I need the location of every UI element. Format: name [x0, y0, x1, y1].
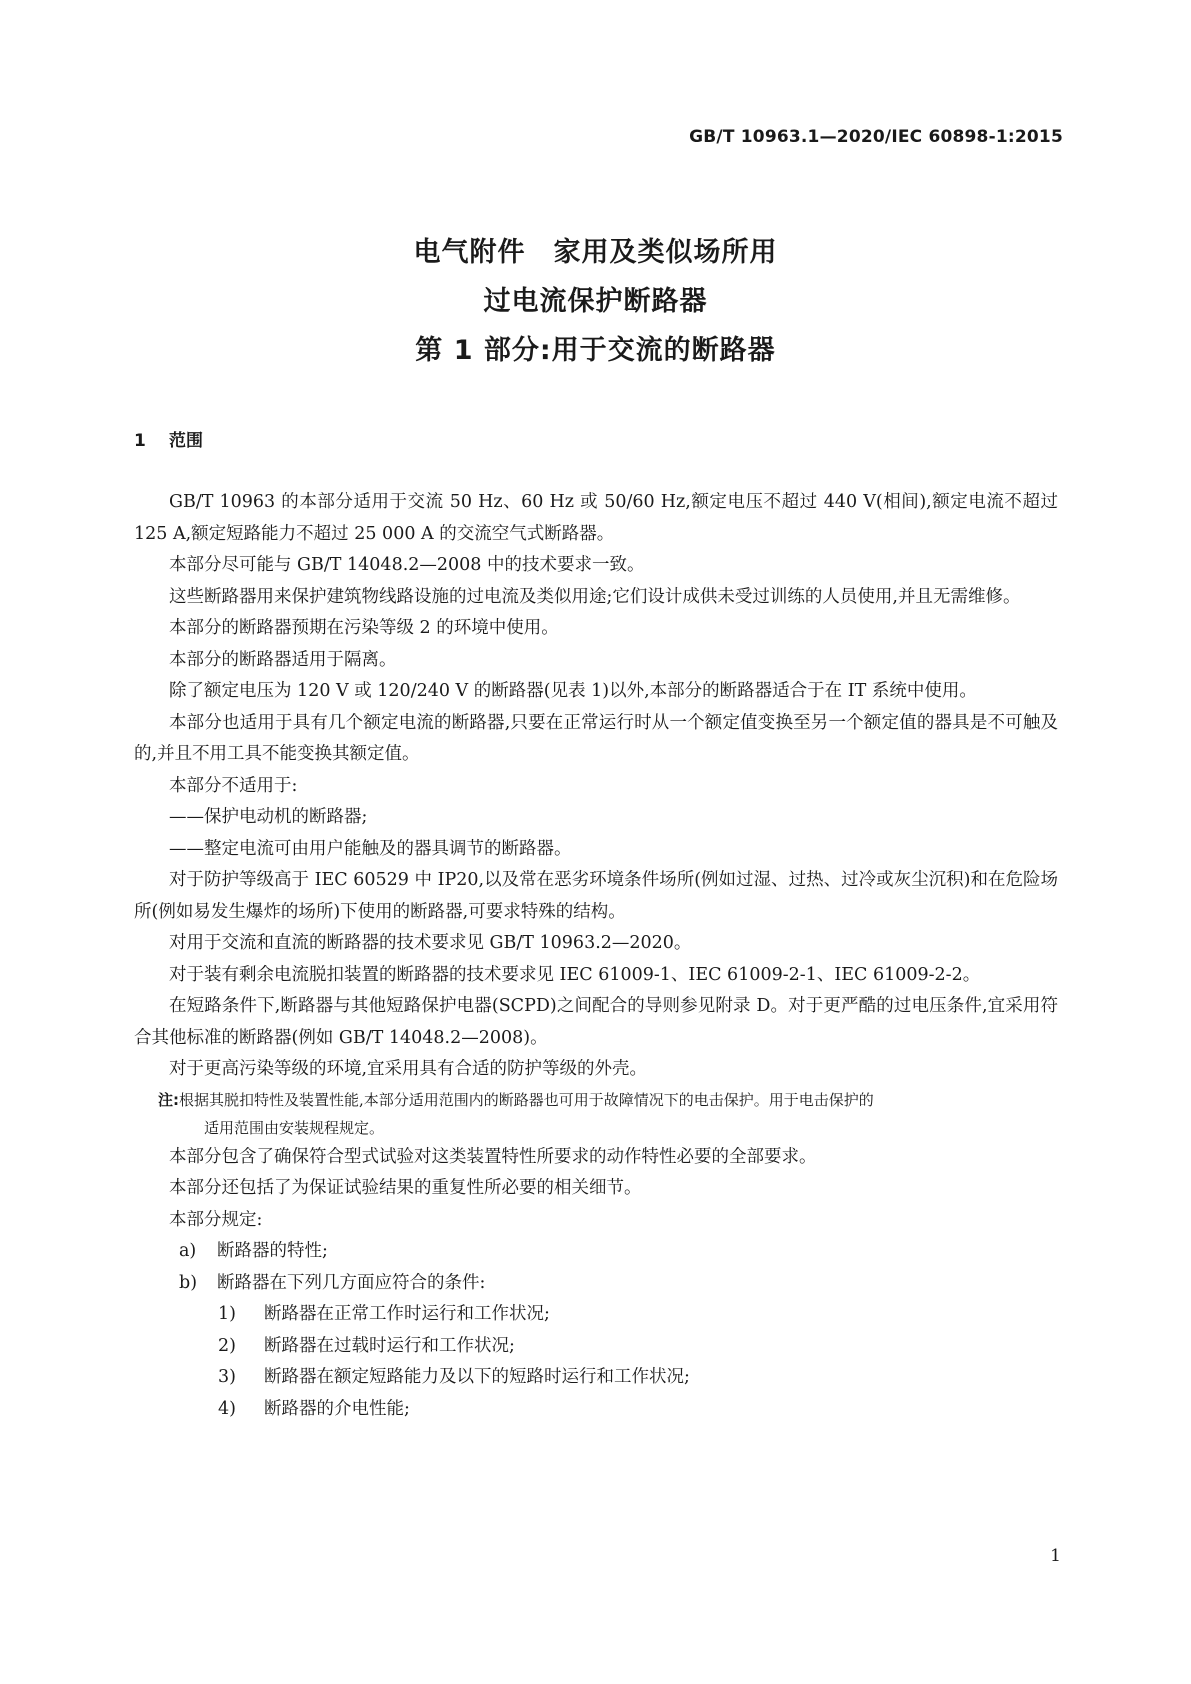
paragraph: 本部分的断路器适用于隔离。	[169, 649, 397, 670]
section-body	[134, 487, 1058, 1425]
note-text-continued: 适用范围由安装规程规定。	[204, 1118, 385, 1137]
paragraph: 对于装有剩余电流脱扣装置的断路器的技术要求见 IEC 61009-1、IEC 61009-2-1、IEC 61009-2-2。	[169, 964, 981, 985]
paragraph: 本部分包含了确保符合型式试验对这类装置特性所要求的动作特性必要的全部要求。	[169, 1146, 817, 1167]
paragraph: 对于防护等级高于 IEC 60529 中 IP20,以及常在恶劣环境条件场所(例如过湿、过热、过冷或灰尘沉积)和在危险场所(例如易发生爆炸的场所)下使用的断路器,可要求特殊的结构。	[134, 870, 1058, 922]
paragraph: 本部分尽可能与 GB/T 14048.2—2008 中的技术要求一致。	[169, 555, 645, 575]
sublist-marker: 2)	[218, 1335, 236, 1356]
list-text: 断路器在下列几方面应符合的条件:	[217, 1272, 486, 1293]
list-item	[134, 1236, 1058, 1268]
sublist-marker: 3)	[218, 1367, 236, 1387]
note	[134, 1086, 1058, 1142]
paragraph: 本部分不适用于:	[169, 775, 298, 796]
sublist-item	[134, 1331, 1058, 1363]
sublist-marker: 4)	[218, 1398, 236, 1419]
paragraph: 除了额定电压为 120 V 或 120/240 V 的断路器(见表 1)以外,本部分的断路器适合于在 IT 系统中使用。	[169, 681, 977, 701]
note-text: 根据其脱扣特性及装置性能,本部分适用范围内的断路器也可用于故障情况下的电击保护。用于电击保护的	[179, 1090, 874, 1109]
note-label: 注:	[158, 1090, 179, 1109]
title-line-1: 电气附件 家用及类似场所用	[413, 237, 778, 268]
sublist-text: 断路器在额定短路能力及以下的短路时运行和工作状况;	[264, 1367, 690, 1387]
section-title: 范围	[169, 431, 203, 451]
page-number: 1	[1050, 1546, 1061, 1566]
list-item	[134, 1268, 1058, 1300]
list-marker: b)	[179, 1272, 198, 1293]
sublist-text: 断路器在正常工作时运行和工作状况;	[264, 1304, 550, 1324]
paragraph: 本部分还包括了为保证试验结果的重复性所必要的相关细节。	[169, 1178, 642, 1198]
standard-number: GB/T 10963.1—2020/IEC 60898-1:2015	[689, 127, 1063, 147]
paragraph: 本部分规定:	[169, 1209, 263, 1230]
paragraph: 本部分的断路器预期在污染等级 2 的环境中使用。	[169, 618, 559, 638]
document-title	[0, 228, 1191, 375]
title-line-3: 第 1 部分:用于交流的断路器	[415, 335, 776, 366]
sublist-text: 断路器在过载时运行和工作状况;	[264, 1335, 515, 1356]
list-text: 断路器的特性;	[217, 1241, 328, 1261]
dash-item: ——整定电流可由用户能触及的器具调节的断路器。	[169, 838, 572, 859]
section-heading	[134, 426, 203, 451]
paragraph: 这些断路器用来保护建筑物线路设施的过电流及类似用途;它们设计成供未受过训练的人员使用,并且无需维修。	[169, 586, 1021, 607]
sublist-item	[134, 1362, 1058, 1394]
paragraph: 本部分也适用于具有几个额定电流的断路器,只要在正常运行时从一个额定值变换至另一个额定值的器具是不可触及的,并且不用工具不能变换其额定值。	[134, 712, 1058, 764]
paragraph: GB/T 10963 的本部分适用于交流 50 Hz、60 Hz 或 50/60 Hz,额定电压不超过 440 V(相间),额定电流不超过 125 A,额定短路能力不超过 25 000 A 的交流空气式断路器。	[134, 492, 1058, 544]
sublist-text: 断路器的介电性能;	[264, 1398, 410, 1419]
sublist-item	[134, 1299, 1058, 1331]
paragraph: 在短路条件下,断路器与其他短路保护电器(SCPD)之间配合的导则参见附录 D。对于更严酷的过电压条件,宜采用符合其他标准的断路器(例如 GB/T 14048.2—2008)。	[134, 996, 1058, 1048]
sublist-item	[134, 1394, 1058, 1426]
paragraph: 对用于交流和直流的断路器的技术要求见 GB/T 10963.2—2020。	[169, 933, 692, 953]
title-line-2: 过电流保护断路器	[483, 286, 708, 317]
dash-item: ——保护电动机的断路器;	[169, 807, 368, 827]
section-number: 1	[134, 431, 146, 451]
list-marker: a)	[179, 1241, 197, 1261]
paragraph: 对于更高污染等级的环境,宜采用具有合适的防护等级的外壳。	[169, 1059, 648, 1079]
sublist-marker: 1)	[218, 1304, 236, 1324]
